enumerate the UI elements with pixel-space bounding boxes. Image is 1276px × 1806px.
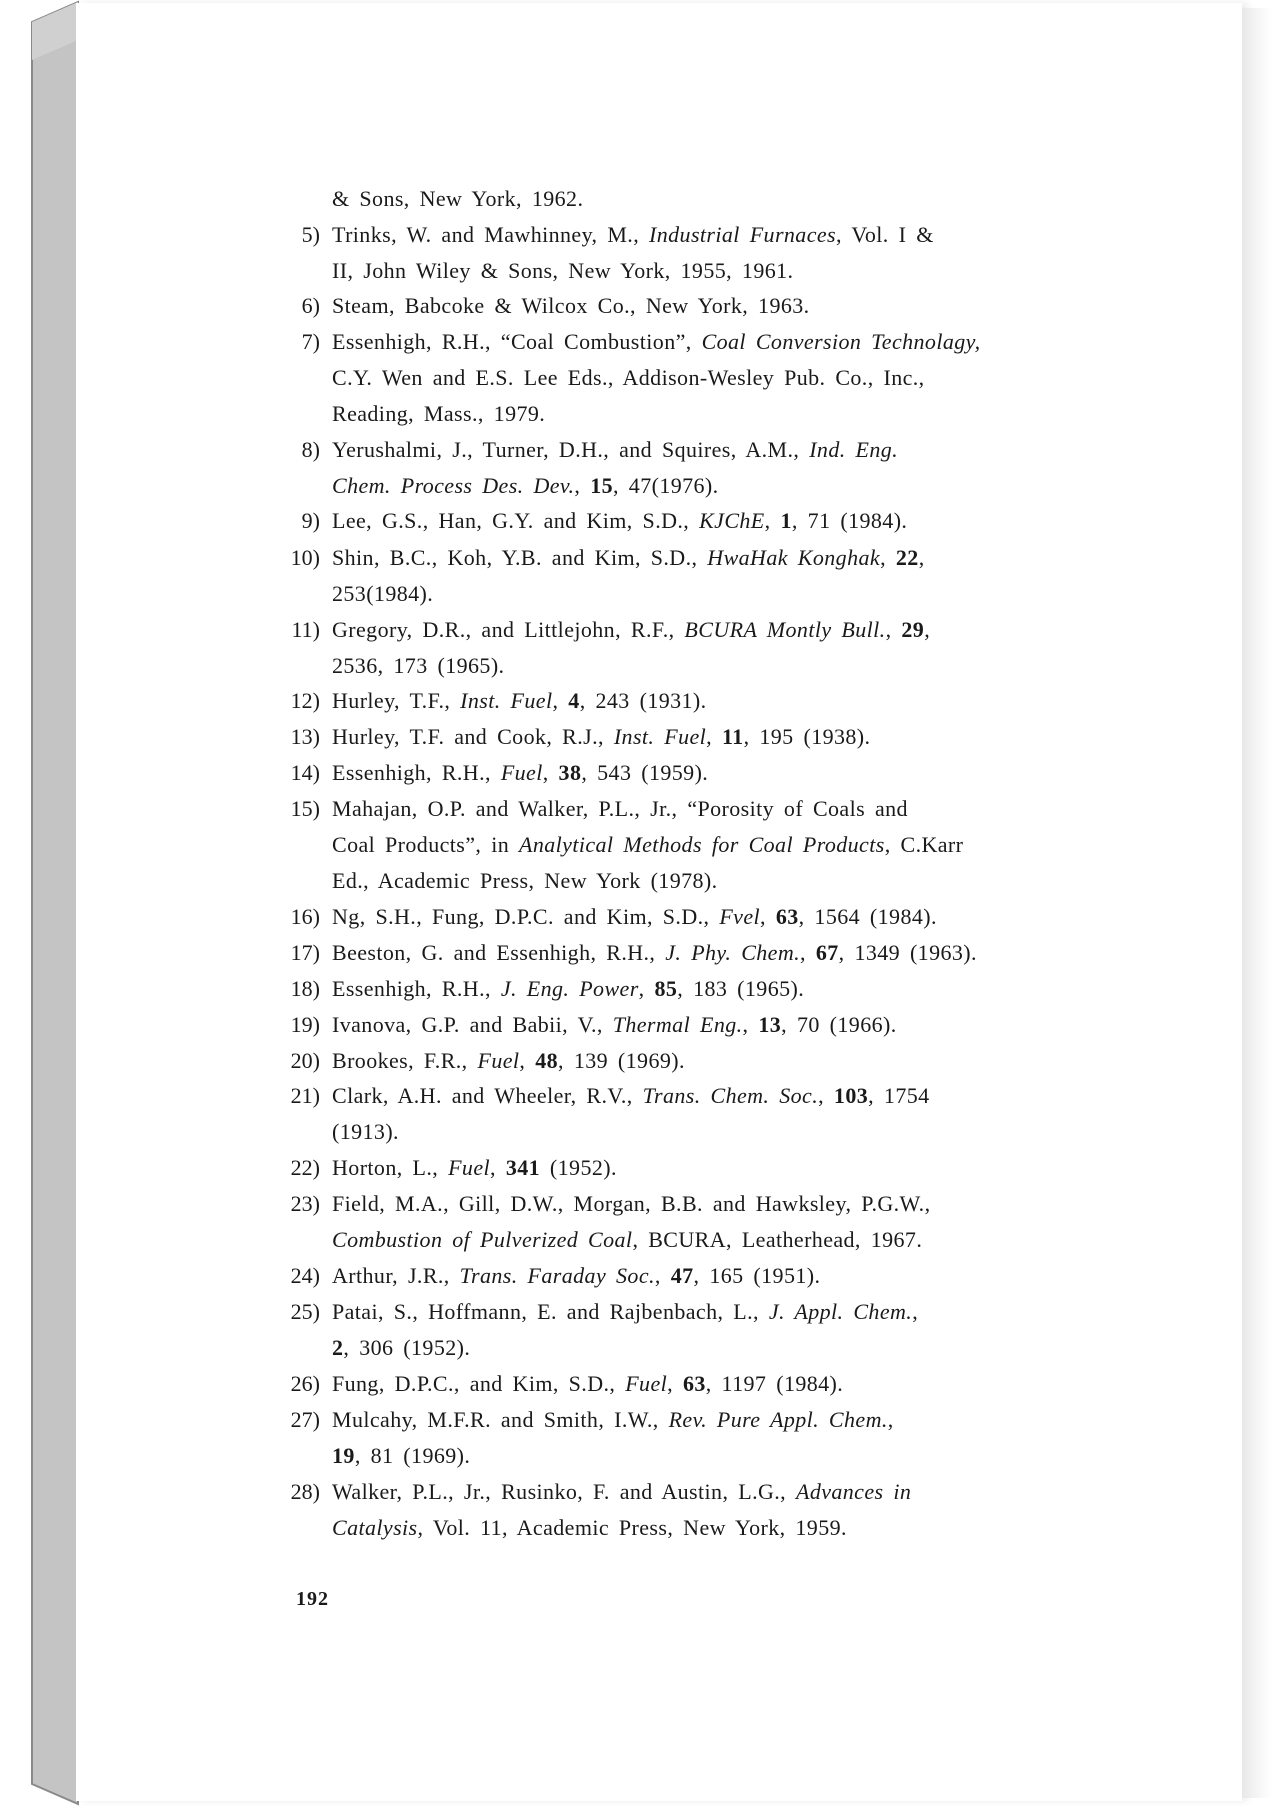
citation-text: , 1349 (1963). [838, 940, 977, 965]
reference-line [332, 1407, 894, 1433]
reference-line [332, 473, 719, 499]
reference-number: 6) [301, 293, 320, 318]
citation-text: , 543 (1959). [581, 760, 709, 785]
citation-volume: 47 [670, 1263, 694, 1288]
citation-title: Rev. Pure Appl. Chem. [668, 1407, 888, 1432]
citation-text: , [552, 688, 569, 713]
citation-volume: 22 [895, 545, 919, 570]
citation-volume: 29 [901, 617, 925, 642]
reference-line [332, 186, 583, 212]
citation-title: Thermal Eng. [612, 1012, 743, 1037]
reference-line [332, 545, 925, 571]
citation-volume: 341 [505, 1155, 541, 1180]
citation-volume: 13 [758, 1012, 782, 1037]
citation-text: Essenhigh, R.H., [332, 976, 501, 1001]
reference-number: 17) [290, 940, 320, 965]
reference-number: 10) [290, 545, 320, 570]
citation-text: Gregory, D.R., and Littlejohn, R.F., [332, 617, 685, 642]
citation-text: , [818, 1083, 834, 1108]
citation-text: , [654, 1263, 671, 1288]
citation-text: , 47(1976). [613, 473, 719, 498]
reference-line [332, 1227, 922, 1253]
reference-number: 23) [290, 1191, 320, 1216]
reference-line [332, 293, 810, 319]
reference-line [332, 1479, 911, 1505]
reference-number: 12) [290, 688, 320, 713]
citation-text: , [887, 1407, 894, 1432]
citation-text: , 71 (1984). [791, 508, 908, 533]
reference-line [332, 796, 908, 822]
citation-text: , 195 (1938). [743, 724, 871, 749]
citation-text: Ivanova, G.P. and Babii, V., [332, 1012, 613, 1037]
citation-text: , [490, 1155, 506, 1180]
reference-line [332, 868, 718, 894]
citation-text: Field, M.A., Gill, D.W., Morgan, B.B. and Hawksley, P.G.W., [332, 1191, 931, 1216]
citation-text: , Vol. I & [836, 222, 934, 247]
citation-text: Essenhigh, R.H., “Coal Combustion”, [332, 329, 702, 354]
citation-title: Catalysis [332, 1515, 418, 1540]
citation-text: Essenhigh, R.H., [332, 760, 501, 785]
reference-line [332, 1515, 847, 1541]
citation-volume: 38 [558, 760, 582, 785]
reference-line [332, 437, 898, 463]
reference-line [332, 976, 804, 1002]
reference-line [332, 724, 870, 750]
reference-line [332, 1048, 685, 1074]
reference-number: 16) [290, 904, 320, 929]
reference-number: 9) [301, 508, 320, 533]
citation-text: , [542, 760, 559, 785]
citation-text: , 1197 (1984). [705, 1371, 844, 1396]
citation-text: , 1754 [868, 1083, 930, 1108]
citation-text: Beeston, G. and Essenhigh, R.H., [332, 940, 666, 965]
reference-number: 5) [301, 222, 320, 247]
citation-title: Fuel [500, 760, 543, 785]
citation-title: Analytical Methods for Coal Products [519, 832, 885, 857]
citation-title: KJChE [699, 508, 765, 533]
citation-volume: 4 [568, 688, 580, 713]
citation-volume: 2 [332, 1335, 344, 1360]
reference-number: 19) [290, 1012, 320, 1037]
citation-title: Industrial Furnaces [649, 222, 836, 247]
citation-text: , BCURA, Leatherhead, 1967. [632, 1227, 923, 1252]
citation-title: Fuel [625, 1371, 668, 1396]
citation-text: Hurley, T.F., [332, 688, 461, 713]
reference-line [332, 760, 708, 786]
citation-text: Yerushalmi, J., Turner, D.H., and Squires, A.M., [332, 437, 810, 462]
reference-number: 27) [290, 1407, 320, 1432]
citation-text: Brookes, F.R., [332, 1048, 478, 1073]
reference-number: 24) [290, 1263, 320, 1288]
citation-text: 253(1984). [332, 581, 434, 606]
reference-number: 7) [301, 329, 320, 354]
citation-text: Mahajan, O.P. and Walker, P.L., Jr., “Porosity of Coals and [332, 796, 908, 821]
citation-text: , [706, 724, 722, 749]
citation-text: Ng, S.H., Fung, D.P.C. and Kim, S.D., [332, 904, 720, 929]
citation-title: Trans. Chem. Soc. [642, 1083, 819, 1108]
citation-text: , 165 (1951). [693, 1263, 821, 1288]
citation-text: 2536, 173 (1965). [332, 653, 505, 678]
citation-text: II, John Wiley & Sons, New York, 1955, 1961. [332, 258, 794, 283]
citation-text: Clark, A.H. and Wheeler, R.V., [332, 1083, 643, 1108]
citation-text: Coal Products”, in [332, 832, 520, 857]
citation-text: Patai, S., Hoffmann, E. and Rajbenbach, L., [332, 1299, 769, 1324]
citation-text: Hurley, T.F. and Cook, R.J., [332, 724, 614, 749]
citation-title: Fuel [477, 1048, 520, 1073]
reference-number: 13) [290, 724, 320, 749]
citation-title: Combustion of Pulverized Coal [332, 1227, 633, 1252]
citation-text: , [742, 1012, 759, 1037]
citation-title: HwaHak Konghak [707, 545, 881, 570]
reference-line [332, 581, 433, 607]
citation-title: J. Appl. Chem. [768, 1299, 913, 1324]
citation-text: Mulcahy, M.F.R. and Smith, I.W., [332, 1407, 669, 1432]
citation-text: , [912, 1299, 919, 1324]
reference-number: 8) [301, 437, 320, 462]
citation-volume: 15 [590, 473, 613, 498]
citation-text: , [924, 617, 931, 642]
citation-text: (1913). [332, 1119, 399, 1144]
citation-text: , [760, 904, 776, 929]
citation-text: , [885, 617, 902, 642]
citation-text: , C.Karr [884, 832, 964, 857]
reference-number: 14) [290, 760, 320, 785]
page-number: 192 [296, 1588, 329, 1610]
citation-text: , 81 (1969). [354, 1443, 471, 1468]
reference-line [332, 258, 793, 284]
citation-text: Trinks, W. and Mawhinney, M., [332, 222, 650, 247]
reference-number: 28) [290, 1479, 320, 1504]
reference-line [332, 832, 963, 858]
citation-text: Arthur, J.R., [332, 1263, 460, 1288]
citation-text: Walker, P.L., Jr., Rusinko, F. and Austin, L.G., [332, 1479, 796, 1504]
citation-volume: 85 [654, 976, 678, 1001]
citation-text: C.Y. Wen and E.S. Lee Eds., Addison-Wesley Pub. Co., Inc., [332, 365, 925, 390]
citation-text: (1952). [540, 1155, 617, 1180]
citation-text: , [800, 940, 816, 965]
reference-line [332, 1299, 918, 1325]
reference-line [332, 1443, 470, 1469]
citation-title: J. Phy. Chem. [665, 940, 801, 965]
citation-text: Reading, Mass., 1979. [332, 401, 546, 426]
citation-text: , [918, 545, 925, 570]
reference-number: 25) [290, 1299, 320, 1324]
citation-text: & Sons, New York, 1962. [332, 186, 584, 211]
citation-volume: 63 [775, 904, 799, 929]
reference-line [332, 329, 981, 355]
citation-text: , [574, 473, 591, 498]
reference-line [332, 1119, 399, 1145]
reference-line [332, 1012, 897, 1038]
reference-line [332, 617, 930, 643]
citation-text: , 70 (1966). [781, 1012, 897, 1037]
citation-volume: 11 [721, 724, 744, 749]
citation-text: Horton, L., [332, 1155, 449, 1180]
reference-number: 21) [290, 1083, 320, 1108]
reference-number: 11) [291, 617, 320, 642]
citation-text: , 1564 (1984). [798, 904, 937, 929]
citation-volume: 19 [332, 1443, 355, 1468]
reference-number: 26) [290, 1371, 320, 1396]
reference-line [332, 1155, 617, 1181]
citation-text: , 183 (1965). [677, 976, 805, 1001]
citation-title: Inst. Fuel [613, 724, 707, 749]
citation-text: , Vol. 11, Academic Press, New York, 1959. [417, 1515, 847, 1540]
citation-title: Advances in [795, 1479, 912, 1504]
citation-text: , [764, 508, 781, 533]
reference-line [332, 940, 977, 966]
citation-title: Coal Conversion Technolagy, [701, 329, 981, 354]
citation-title: Fvel [719, 904, 760, 929]
citation-volume: 48 [535, 1048, 559, 1073]
citation-title: Fuel [448, 1155, 490, 1180]
reference-line [332, 222, 934, 248]
reference-line [332, 365, 925, 391]
citation-text: Lee, G.S., Han, G.Y. and Kim, S.D., [332, 508, 700, 533]
citation-text: , [519, 1048, 536, 1073]
reference-line [332, 1371, 843, 1397]
citation-text: Shin, B.C., Koh, Y.B. and Kim, S.D., [332, 545, 708, 570]
reference-number: 22) [290, 1155, 320, 1180]
reference-number: 20) [290, 1048, 320, 1073]
reference-line [332, 904, 937, 930]
citation-text: , 306 (1952). [343, 1335, 471, 1360]
citation-title: J. Eng. Power [500, 976, 639, 1001]
citation-text: , 243 (1931). [579, 688, 707, 713]
citation-title: BCURA Montly Bull. [684, 617, 886, 642]
citation-text: , 139 (1969). [558, 1048, 685, 1073]
citation-volume: 103 [833, 1083, 869, 1108]
citation-text: , [880, 545, 896, 570]
citation-volume: 63 [682, 1371, 706, 1396]
citation-volume: 1 [780, 508, 792, 533]
citation-title: Chem. Process Des. Dev. [332, 473, 575, 498]
citation-text: , [638, 976, 655, 1001]
citation-text: , [667, 1371, 683, 1396]
citation-text: Fung, D.P.C., and Kim, S.D., [332, 1371, 626, 1396]
citation-text: Ed., Academic Press, New York (1978). [332, 868, 718, 893]
reference-number: 15) [290, 796, 320, 821]
citation-title: Ind. Eng. [809, 437, 899, 462]
citation-title: Inst. Fuel [460, 688, 553, 713]
reference-line [332, 1083, 930, 1109]
reference-line [332, 653, 504, 679]
reference-line [332, 1263, 820, 1289]
reference-line [332, 688, 707, 714]
citation-volume: 67 [815, 940, 839, 965]
citation-text: Steam, Babcoke & Wilcox Co., New York, 1963. [332, 293, 810, 318]
reference-number: 18) [290, 976, 320, 1001]
reference-line [332, 508, 907, 534]
citation-title: Trans. Faraday Soc. [459, 1263, 655, 1288]
reference-line [332, 1191, 930, 1217]
reference-line [332, 401, 545, 427]
reference-line [332, 1335, 470, 1361]
